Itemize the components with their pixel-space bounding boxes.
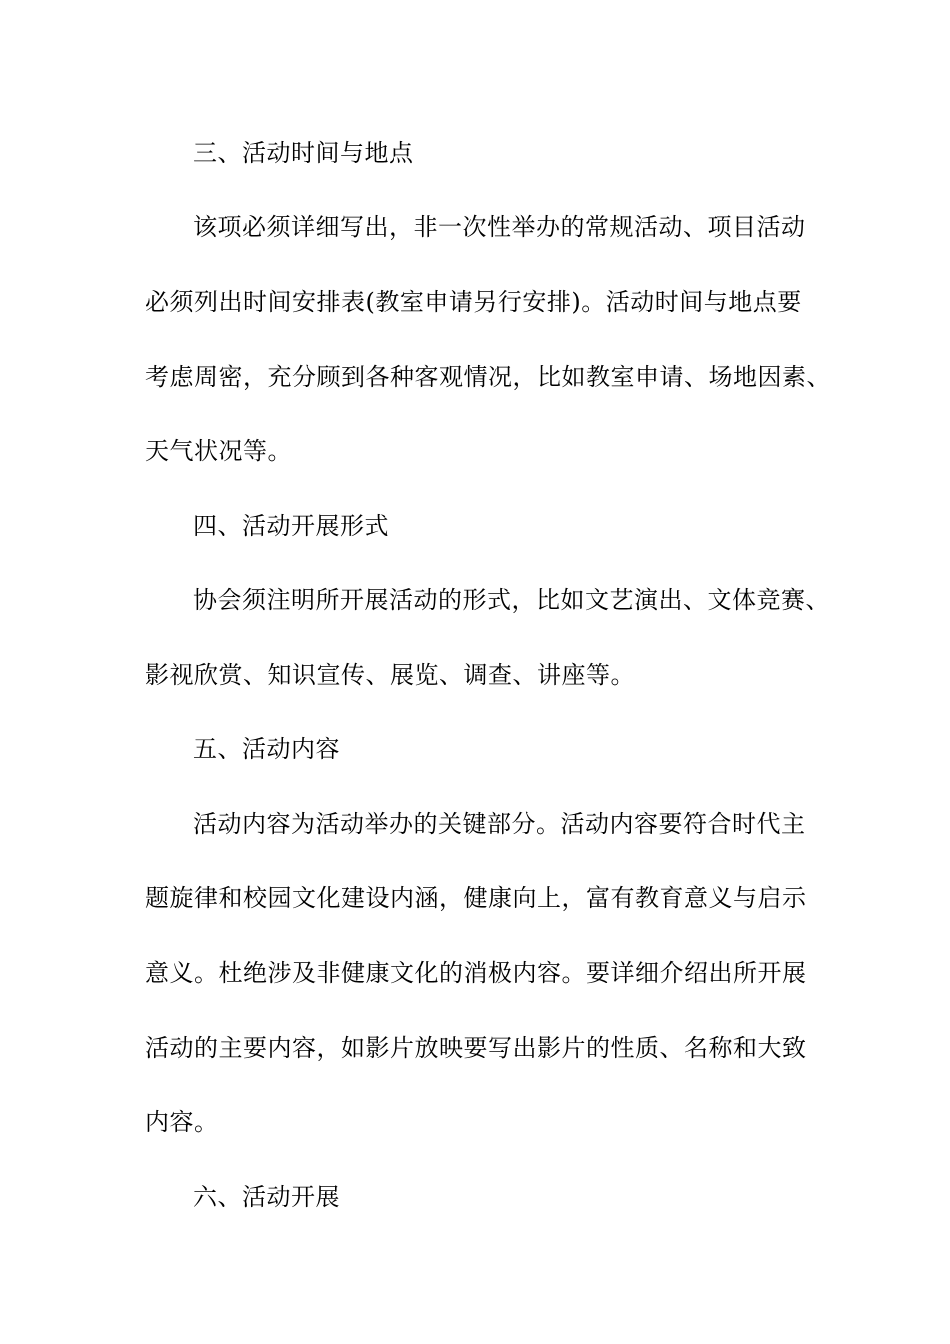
paragraph-line: 内容。 <box>145 1108 219 1136</box>
paragraph-line: 影视欣赏、知识宣传、展览、调查、讲座等。 <box>145 661 635 689</box>
section-heading-4: 四、活动开展形式 <box>193 512 389 540</box>
paragraph-line: 天气状况等。 <box>145 437 292 465</box>
paragraph-line: 题旋律和校园文化建设内涵，健康向上，富有教育意义与启示 <box>145 884 807 912</box>
paragraph-line: 考虑周密，充分顾到各种客观情况，比如教室申请、场地因素、 <box>145 363 831 391</box>
paragraph-line: 意义。杜绝涉及非健康文化的消极内容。要详细介绍出所开展 <box>145 959 807 987</box>
paragraph-line: 协会须注明所开展活动的形式，比如文艺演出、文体竞赛、 <box>193 586 830 614</box>
paragraph-line: 活动的主要内容，如影片放映要写出影片的性质、名称和大致 <box>145 1034 807 1062</box>
section-heading-5: 五、活动内容 <box>193 735 340 763</box>
section-heading-3: 三、活动时间与地点 <box>193 139 414 167</box>
section-heading-6: 六、活动开展 <box>193 1183 340 1211</box>
paragraph-line: 必须列出时间安排表(教室申请另行安排)。活动时间与地点要 <box>145 288 802 316</box>
paragraph-line: 该项必须详细写出，非一次性举办的常规活动、项目活动 <box>193 213 806 241</box>
paragraph-line: 活动内容为活动举办的关键部分。活动内容要符合时代主 <box>193 810 806 838</box>
